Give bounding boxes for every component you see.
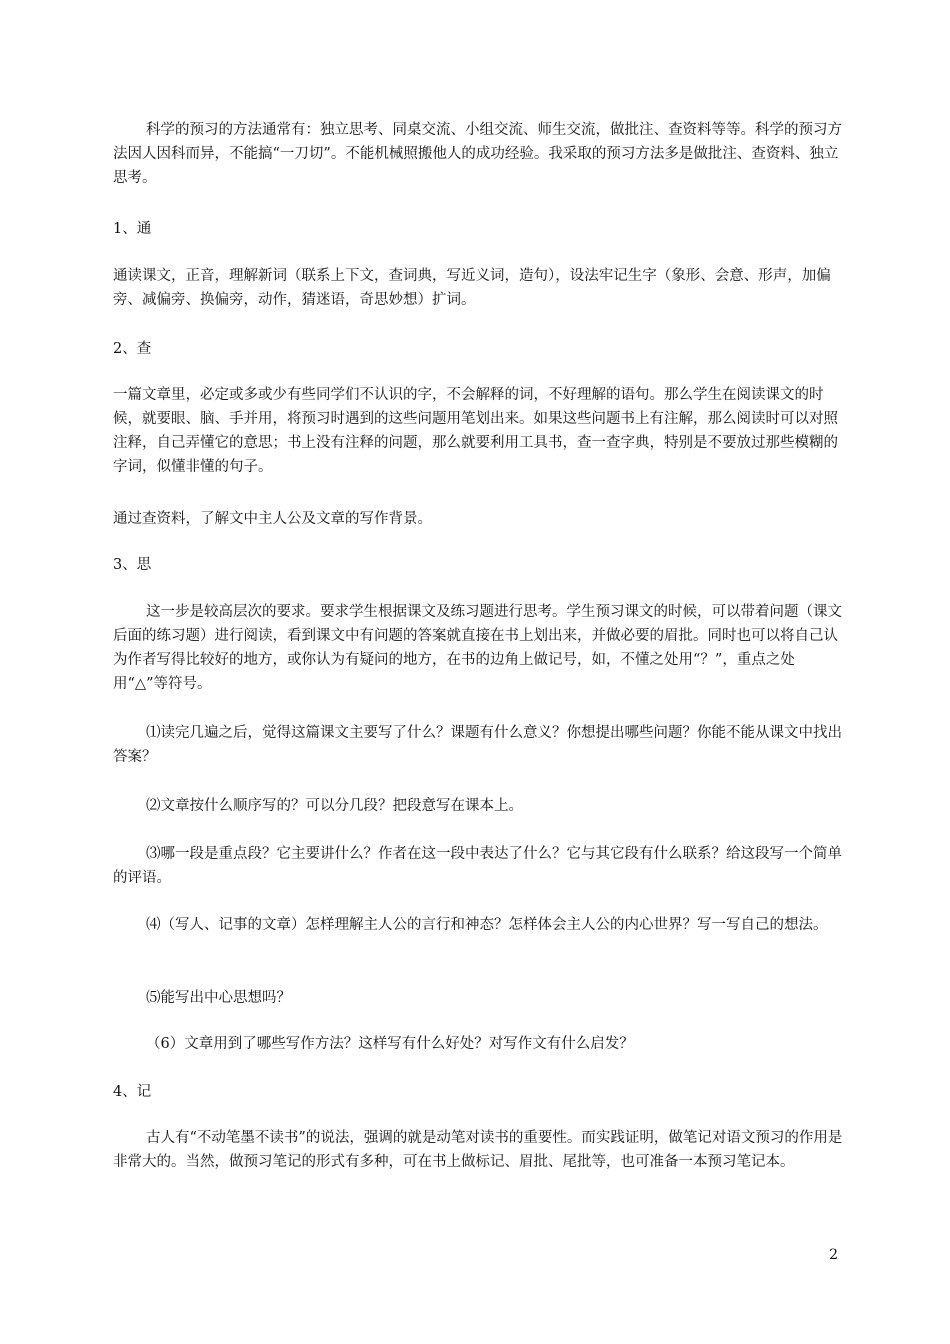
heading-tong: 1、通: [113, 221, 152, 237]
heading-si: 3、思: [113, 557, 152, 573]
question-6: （6）文章用到了哪些写作方法？这样写有什么好处？对写作文有什么启发？: [146, 1036, 634, 1052]
question-5: ⑸能写出中心思想吗？: [146, 990, 291, 1006]
page-number: 2: [829, 1247, 838, 1263]
heading-ji: 4、记: [113, 1084, 152, 1100]
paragraph-si: 这一步是较高层次的要求。要求学生根据课文及练习题进行思考。学生预习课文的时候，可以带着问题（课文后面的练习题）进行阅读，看到课文中有问题的答案就直接在书上划出来，并做必要的眉批。同时也可以将自己认为作者写得比较好的地方，或你认为有疑问的地方，在书的边角上做记号，如，不懂之处用“？”，重点之处用“△”等符号。: [113, 604, 842, 692]
paragraph-tong: 通读课文，正音，理解新词（联系上下文，查词典，写近义词，造句），设法牢记生字（象形、会意、形声，加偏旁、减偏旁、换偏旁，动作，猜迷语，奇思妙想）扩词。: [113, 268, 831, 308]
paragraph-ji: 古人有“不动笔墨不读书”的说法，强调的就是动笔对读书的重要性。而实践证明，做笔记对语文预习的作用是非常大的。当然，做预习笔记的形式有多种，可在书上做标记、眉批、尾批等，也可准备一本预习笔记本。: [113, 1130, 843, 1170]
question-4: ⑷（写人、记事的文章）怎样理解主人公的言行和神态？怎样体会主人公的内心世界？写一写自己的想法。: [146, 917, 828, 933]
question-3: ⑶哪一段是重点段？它主要讲什么？作者在这一段中表达了什么？它与其它段有什么联系？给这段写一个简单的评语。: [113, 846, 842, 886]
paragraph-cha-2: 通过查资料，了解文中主人公及文章的写作背景。: [113, 511, 432, 527]
paragraph-intro: 科学的预习的方法通常有：独立思考、同桌交流、小组交流、师生交流，做批注、查资料等等。科学的预习方法因人因科而异，不能搞“一刀切”。不能机械照搬他人的成功经验。我采取的预习方法多是做批注、查资料、独立思考。: [113, 122, 842, 186]
heading-cha: 2、查: [113, 341, 152, 357]
question-1: ⑴读完几遍之后，觉得这篇课文主要写了什么？课题有什么意义？你想提出哪些问题？你能不能从课文中找出答案？: [113, 725, 842, 765]
paragraph-cha-1: 一篇文章里，必定或多或少有些同学们不认识的字，不会解释的词，不好理解的语句。那么学生在阅读课文的时候，就要眼、脑、手并用，将预习时遇到的这些问题用笔划出来。如果这些问题书上有注解，那么阅读时可以对照注释，自己弄懂它的意思；书上没有注释的问题，那么就要利用工具书，查一查字典，特别是不要放过那些模糊的字词，似懂非懂的句子。: [113, 387, 838, 475]
question-2: ⑵文章按什么顺序写的？可以分几段？把段意写在课本上。: [146, 798, 523, 814]
